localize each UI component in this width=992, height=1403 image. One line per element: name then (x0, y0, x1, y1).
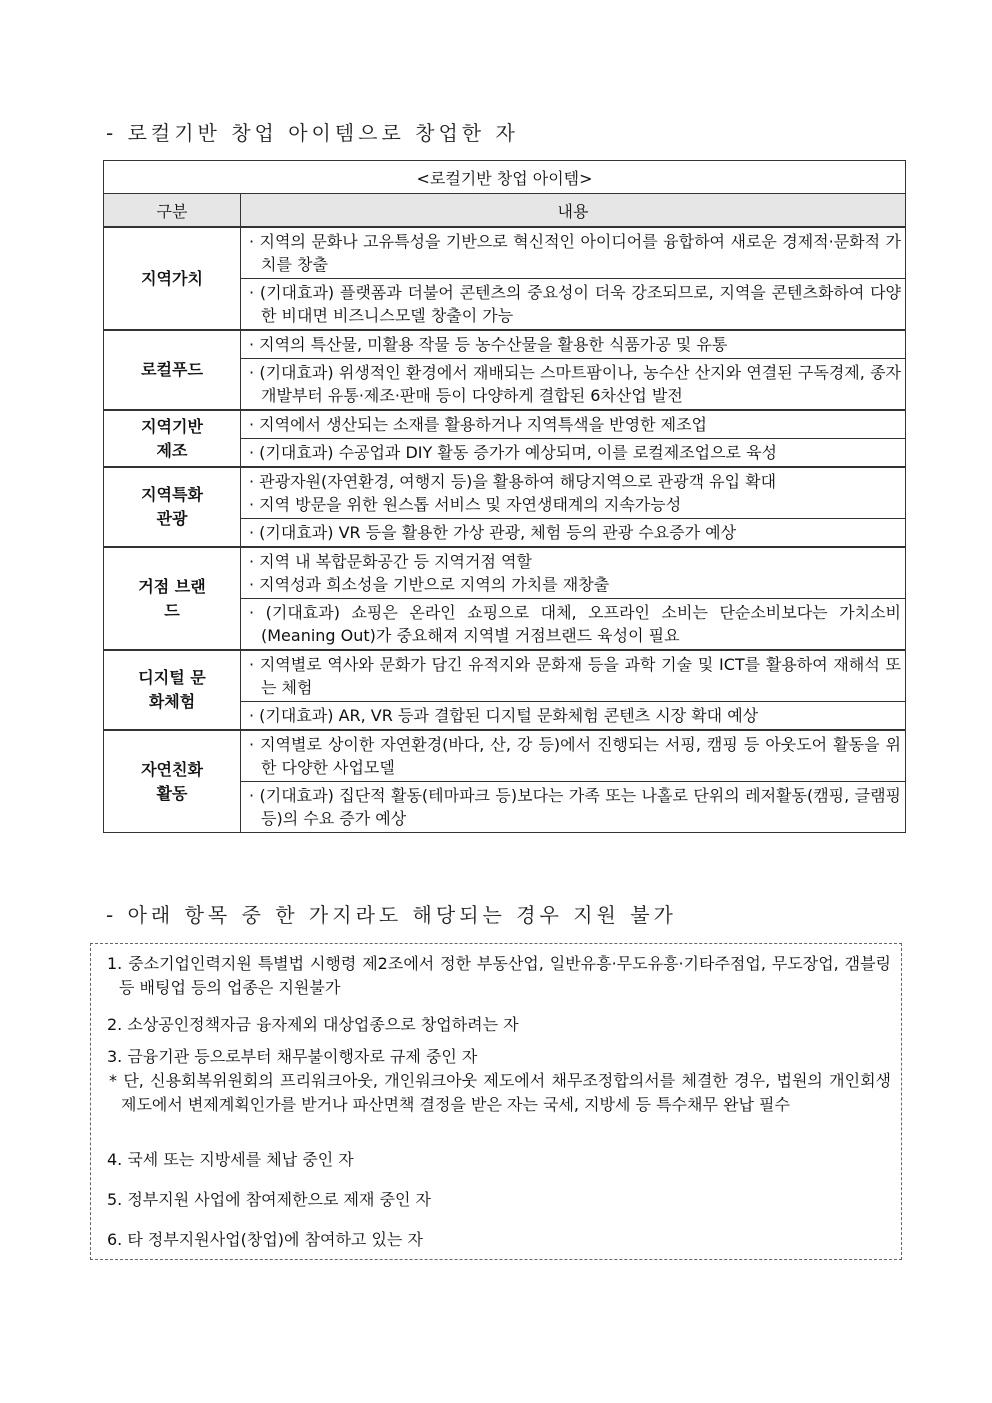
category-label: 거점 브랜드 (138, 576, 206, 620)
content-cell (241, 467, 906, 519)
content-line: · (기대효과) AR, VR 등과 결합된 디지털 문화체험 콘텐츠 시장 확대 예상 (249, 706, 759, 725)
category-label: 자연친화 활동 (141, 759, 203, 803)
table-row (104, 547, 906, 599)
content-cell (241, 410, 906, 439)
exclusion-item-3 (107, 1045, 891, 1117)
content-line: · 지역성과 희소성을 기반으로 지역의 가치를 재창출 (249, 575, 610, 594)
exclusion-item-1-text: 1. 중소기업인력지원 특별법 시행령 제2조에서 정한 부동산업, 일반유흥·무도유흥·기타주점업, 무도장업, 갬블링 등 배팅업 등의 업종은 지원불가 (107, 954, 891, 997)
content-cell (241, 359, 906, 411)
content-line: · 지역별로 상이한 자연환경(바다, 산, 강 등)에서 진행되는 서핑, 캠핑 등 아웃도어 활동을 위한 다양한 사업모델 (249, 735, 901, 777)
content-line: · 지역 방문을 위한 원스톱 서비스 및 자연생태계의 지속가능성 (249, 495, 682, 514)
exclusion-item-4-text: 4. 국세 또는 지방세를 체납 중인 자 (107, 1150, 354, 1169)
local-startup-items-table (103, 160, 906, 833)
exclusion-item-2-text: 2. 소상공인정책자금 융자제외 대상업종으로 창업하려는 자 (107, 1015, 519, 1034)
table-caption: <로컬기반 창업 아이템> (104, 161, 906, 194)
content-line: · 지역별로 역사와 문화가 담긴 유적지와 문화재 등을 과학 기술 및 ICT를 활용하여 재해석 또는 체험 (249, 655, 901, 697)
content-cell (241, 650, 906, 702)
category-label: 디지털 문화체험 (138, 668, 206, 711)
content-cell (241, 279, 906, 331)
content-line: · (기대효과) 쇼핑은 온라인 쇼핑으로 대체, 오프라인 소비는 단순소비보다는 가치소비(Meaning Out)가 중요해져 지역별 거점브랜드 육성이 필요 (249, 603, 901, 645)
exclusion-box (90, 943, 902, 1260)
category-label: 지역특화 관광 (141, 485, 203, 528)
content-line: · (기대효과) VR 등을 활용한 가상 관광, 체험 등의 관광 수요증가 예상 (249, 523, 737, 542)
exclusion-item-3-text: 3. 금융기관 등으로부터 채무불이행자로 규제 중인 자 (107, 1047, 478, 1066)
content-line: · 지역의 특산물, 미활용 작물 등 농수산물을 활용한 식품가공 및 유통 (249, 335, 728, 354)
table-row (104, 227, 906, 279)
content-line: · (기대효과) 집단적 활동(테마파크 등)보다는 가족 또는 나홀로 단위의 레저활동(캠핑, 글램핑 등)의 수요 증가 예상 (249, 786, 901, 828)
content-line: · (기대효과) 수공업과 DIY 활동 증가가 예상되며, 이를 로컬제조업으로 육성 (249, 443, 778, 462)
content-line: · (기대효과) 위생적인 환경에서 재배되는 스마트팜이나, 농수산 산지와 연결된 구독경제, 종자개발부터 유통·제조·판매 등이 다양하게 결합된 6차산업 발전 (249, 363, 901, 405)
table-header-row (104, 194, 906, 228)
content-line: · 지역 내 복합문화공간 등 지역거점 역할 (249, 552, 532, 571)
exclusion-item-2 (107, 1013, 891, 1037)
table-row (104, 467, 906, 519)
exclusion-item-5 (107, 1188, 891, 1212)
content-cell (241, 730, 906, 782)
content-cell (241, 439, 906, 468)
table-row (104, 410, 906, 439)
category-cell (104, 730, 241, 833)
exclusion-item-3-note: * 단, 신용회복위원회의 프리워크아웃, 개인워크아웃 제도에서 채무조정합의서를 체결한 경우, 법원의 개인회생제도에서 변제계획인가를 받거나 파산면책 결정을 받은 자는 국세, 지방세 등 특수채무 완납 필수 (109, 1071, 891, 1114)
category-label: 로컬푸드 (141, 360, 203, 379)
column-header-content: 내용 (241, 194, 906, 228)
category-cell (104, 330, 241, 410)
content-cell (241, 782, 906, 833)
category-label: 지역가치 (141, 268, 203, 288)
content-line: · 관광자원(자연환경, 여행지 등)을 활용하여 해당지역으로 관광객 유입 확대 (249, 472, 777, 491)
table-row (104, 730, 906, 782)
content-line: · (기대효과) 플랫폼과 더불어 콘텐츠의 중요성이 더욱 강조되므로, 지역을 콘텐츠화하여 다양한 비대면 비즈니스모델 창출이 가능 (249, 283, 901, 325)
content-cell (241, 227, 906, 279)
content-line: · 지역의 문화나 고유특성을 기반으로 혁신적인 아이디어를 융합하여 새로운 경제적·문화적 가치를 창출 (249, 232, 901, 274)
column-header-category: 구분 (104, 194, 241, 228)
table-row (104, 330, 906, 359)
category-cell (104, 227, 241, 330)
exclusion-item-6 (107, 1228, 891, 1252)
content-cell (241, 519, 906, 548)
section-heading-local-startup: - 로컬기반 창업 아이템으로 창업한 자 (106, 121, 519, 145)
content-cell (241, 330, 906, 359)
content-line: · 지역에서 생산되는 소재를 활용하거나 지역특색을 반영한 제조업 (249, 415, 708, 434)
category-cell (104, 547, 241, 650)
table-body (104, 227, 906, 833)
category-cell (104, 650, 241, 730)
table-caption-row (104, 161, 906, 194)
exclusion-item-4 (107, 1148, 891, 1172)
category-cell (104, 410, 241, 467)
content-cell (241, 702, 906, 731)
content-cell (241, 547, 906, 599)
exclusion-item-5-text: 5. 정부지원 사업에 참여제한으로 제재 중인 자 (107, 1190, 431, 1209)
table-row (104, 650, 906, 702)
exclusion-item-1 (107, 952, 891, 1000)
section-heading-ineligible: - 아래 항목 중 한 가지라도 해당되는 경우 지원 불가 (106, 903, 677, 927)
category-cell (104, 467, 241, 547)
content-cell (241, 599, 906, 651)
exclusion-item-6-text: 6. 타 정부지원사업(창업)에 참여하고 있는 자 (107, 1230, 423, 1249)
category-label: 지역기반 제조 (141, 416, 203, 460)
